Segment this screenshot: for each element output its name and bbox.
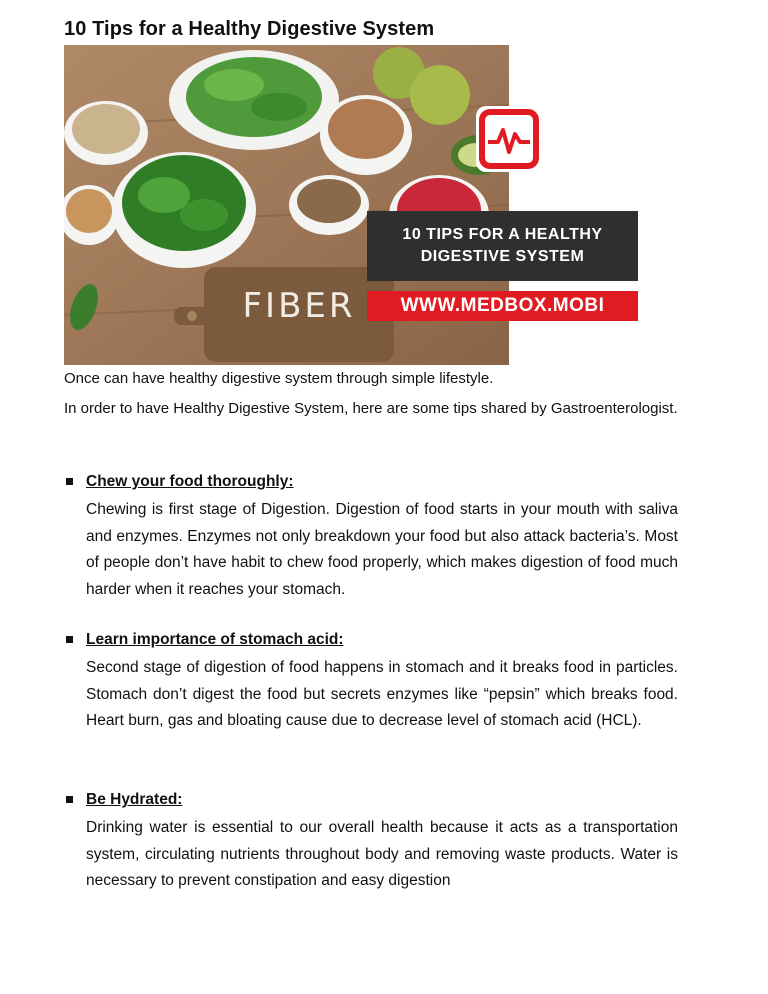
intro-paragraph-1: Once can have healthy digestive system through simple lifestyle.	[64, 370, 494, 387]
banner-line-1: 10 TIPS FOR A HEALTHY	[402, 226, 603, 243]
bullet-icon	[66, 636, 73, 643]
bullet-icon	[66, 796, 73, 803]
banner-line-2: DIGESTIVE SYSTEM	[420, 248, 585, 265]
banner-url: WWW.MEDBOX.MOBI	[367, 291, 638, 321]
board-fiber-text: FIBER	[242, 286, 356, 326]
tip-body: Drinking water is essential to our overall health because it acts as a transportation system, circulating nutrients throughout body and removing waste products. Water is necessary to prevent constipation and easy digestion	[86, 819, 678, 889]
tip-heading: Learn importance of stomach acid:	[86, 631, 344, 648]
tip-body: Chewing is first stage of Digestion. Digestion of food starts in your mouth with saliva and enzymes. Enzymes not only breakdown your food but also attack bacteria’s. Most of people don’t have habit to chew food properly, which makes digestion of food much harder when it reaches your stomach.	[86, 501, 678, 598]
bullet-icon	[66, 478, 73, 485]
tip-body: Second stage of digestion of food happens in stomach and it breaks food in particles. Stomach don’t digest the food but secrets enzymes like “pepsin” which breaks food. Heart burn, gas and bloating cause due to decrease level of stomach acid (HCL).	[86, 659, 678, 729]
tip-heading: Chew your food thoroughly:	[86, 473, 294, 490]
tip-heading: Be Hydrated:	[86, 791, 183, 808]
banner-title-box	[367, 211, 638, 281]
medbox-logo-icon	[476, 106, 542, 172]
intro-paragraph-2: In order to have Healthy Digestive System, here are some tips shared by Gastroenterologist.	[64, 400, 678, 417]
page-title: 10 Tips for a Healthy Digestive System	[64, 18, 435, 40]
